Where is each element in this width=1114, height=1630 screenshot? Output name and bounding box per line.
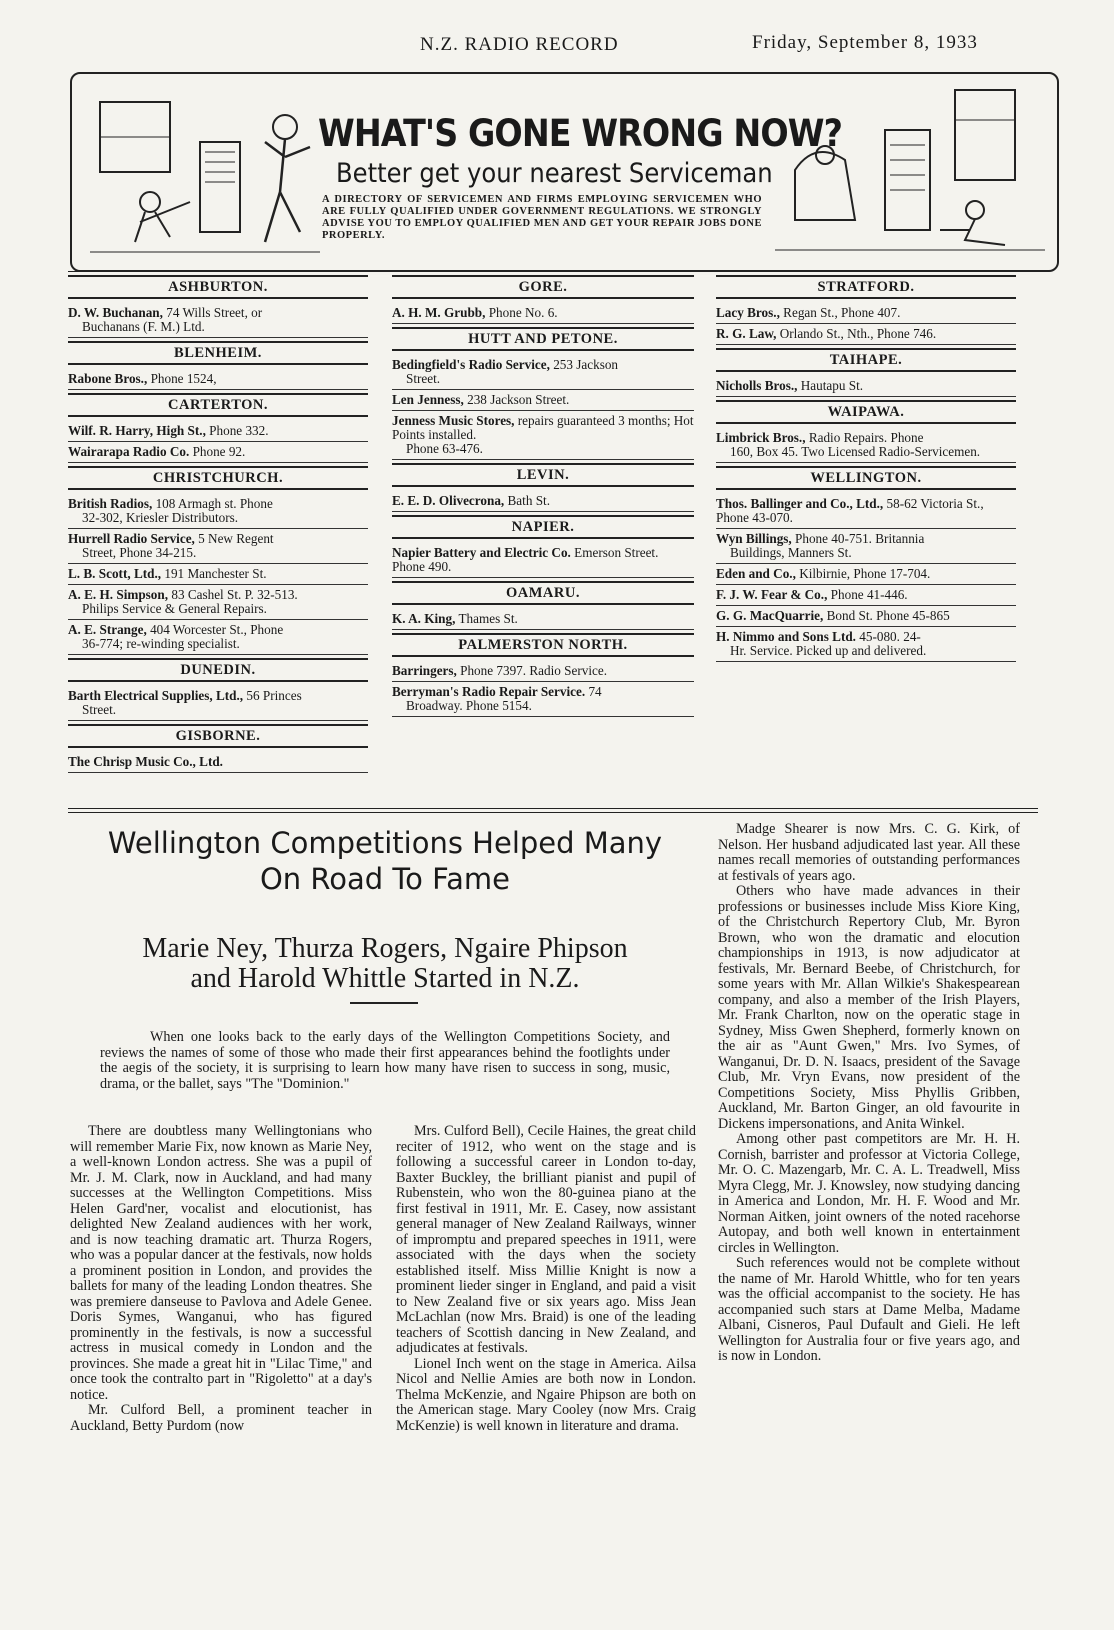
firm-name: The Chrisp Music Co., Ltd. — [68, 754, 223, 769]
firm-details-continued: Street. — [82, 702, 117, 717]
article-paragraph: Madge Shearer is now Mrs. C. G. Kirk, of Nelson. Her husband adjudicated last year. All these names recall memories of outstanding performances at festivals of years ago. — [718, 821, 1020, 884]
article-column-2 — [396, 1124, 696, 1434]
directory-entry — [68, 303, 368, 338]
firm-details-continued: Buildings, Manners St. — [730, 545, 852, 560]
directory-entry — [716, 376, 1016, 397]
article-column-3 — [718, 822, 1020, 1365]
directory-entry — [716, 324, 1016, 345]
subhead-divider — [350, 1002, 418, 1004]
article-intro: When one looks back to the early days of the Wellington Competitions Society, and reviews the names of some of those who made their first appearances behind the footlights under the aegis of the society, it is surprising to learn how many have risen to success in song, music, drama, or the ballet, says "The "Dominion." — [100, 1029, 670, 1092]
firm-details: Phone No. 6. — [488, 305, 558, 320]
firm-details: 74 — [588, 684, 602, 699]
directory-entry — [68, 752, 368, 773]
firm-details-continued: Broadway. Phone 5154. — [406, 698, 532, 713]
directory-entry — [68, 564, 368, 585]
firm-name: Barth Electrical Supplies, Ltd., — [68, 688, 244, 703]
town-heading: WAIPAWA. — [716, 400, 1016, 424]
firm-name: L. B. Scott, Ltd., — [68, 566, 162, 581]
directory-column-2 — [392, 272, 694, 717]
directory-entry — [392, 682, 694, 717]
directory-entry — [716, 585, 1016, 606]
directory-column-1 — [68, 272, 368, 773]
firm-details: 5 New Regent — [198, 531, 274, 546]
firm-name: Len Jenness, — [392, 392, 464, 407]
firm-details-continued: Street. — [406, 371, 441, 386]
firm-details: Hautapu St. — [800, 378, 864, 393]
firm-details-continued: 36-774; re-winding specialist. — [82, 636, 240, 651]
town-heading: DUNEDIN. — [68, 658, 368, 682]
firm-details: Orlando St., Nth., Phone 746. — [779, 326, 937, 341]
firm-details: Regan St., Phone 407. — [783, 305, 901, 320]
directory-entry — [392, 303, 694, 324]
town-heading: ASHBURTON. — [68, 275, 368, 299]
cartoon-serviceman-at-radio-icon — [775, 80, 1045, 260]
firm-details: Radio Repairs. Phone — [808, 430, 924, 445]
directory-entry — [392, 543, 694, 578]
directory-entry — [716, 627, 1016, 662]
firm-details: 45-080. 24- — [859, 629, 921, 644]
directory-entry — [392, 491, 694, 512]
directory-entry — [68, 421, 368, 442]
firm-name: Bedingfield's Radio Service, — [392, 357, 550, 372]
firm-details: Emerson Street. Phone 490. — [392, 545, 659, 574]
town-heading: GISBORNE. — [68, 724, 368, 748]
firm-name: Lacy Bros., — [716, 305, 780, 320]
article-paragraph: Mrs. Culford Bell), Cecile Haines, the great child reciter of 1912, who went on the stage and is following a successful career in London to-day, Baxter Buckley, the brilliant pianist and pupil of Rubenstein, who won the 80-guinea piano at the first festival in 1911, Mr. E. Casey, now assistant general manager of New Zealand Railways, winner of impromptu and prepared speeches in 1911, were associated with the days when the society established itself. Miss Millie Knight is now a prominent lieder singer in England, and paid a visit to New Zealand five or six years ago. Miss Jean McLachlan (now Mrs. Braid) is one of the leading teachers of Scottish dancing in New Zealand, and adjudicates at festivals. — [396, 1123, 696, 1356]
firm-details: Phone 92. — [192, 444, 246, 459]
firm-name: Berryman's Radio Repair Service. — [392, 684, 586, 699]
directory-entry — [68, 686, 368, 721]
article-headline-line-2: On Road To Fame — [259, 862, 511, 896]
directory-entry — [716, 428, 1016, 463]
firm-details-continued: Phone 63-476. — [406, 441, 483, 456]
town-heading: OAMARU. — [392, 581, 694, 605]
directory-column-3 — [716, 272, 1016, 662]
article-headline-line-1: Wellington Competitions Helped Many — [107, 826, 663, 860]
firm-name: Limbrick Bros., — [716, 430, 806, 445]
town-heading: CHRISTCHURCH. — [68, 466, 368, 490]
firm-details-continued: Hr. Service. Picked up and delivered. — [730, 643, 927, 658]
firm-details: Phone 41-446. — [830, 587, 908, 602]
article-subhead-line-1: Marie Ney, Thurza Rogers, Ngaire Phipson — [142, 933, 628, 964]
article-paragraph: Others who have made advances in their professions or businesses include Miss Kiore King, of the Christchurch Repertory Club, Mr. Byron Brown, who won the dramatic and elocution championships in 1913, is now adjudicator at festivals, Mr. Bernard Beebe, of Christchurch, for some years with Mr. Allan Wilkie's Shakespearean company, and also a member of the Irish Players, Mr. Frank Charlton, now on the operatic stage in Sydney, Miss Gwen Shepherd, formerly known on the air as "Aunt Gwen," Mrs. Ivo Symes, of Wanganui, Dr. D. N. Isaacs, president of the Savage Club, Mr. Vryn Evans, now president of the Competitions Society, Miss Phyllis Gribben, Auckland, Mr. Barton Ginger, an old favourite in Dickens impersonations, and Anita Winkel. — [718, 883, 1020, 1132]
article-subhead-line-2: and Harold Whittle Started in N.Z. — [190, 963, 580, 994]
town-heading: GORE. — [392, 275, 694, 299]
directory-entry — [68, 494, 368, 529]
directory-entry — [68, 369, 368, 390]
directory-entry — [392, 411, 694, 460]
article-paragraph: Mr. Culford Bell, a prominent teacher in Auckland, Betty Purdom (now — [70, 1402, 372, 1434]
firm-name: K. A. King, — [392, 611, 456, 626]
firm-name: D. W. Buchanan, — [68, 305, 163, 320]
directory-entry — [392, 661, 694, 682]
article-paragraph: Such references would not be complete without the name of Mr. Harold Whittle, who for ten years was the official accompanist to the society. He has accompanied such stars at Dame Melba, Madame Albani, Cisneros, Paul Dufault and Gieli. He left Wellington for Australia four or five years ago, and is now in London. — [718, 1255, 1020, 1364]
firm-details: 56 Princes — [246, 688, 302, 703]
directory-entry — [68, 529, 368, 564]
directory-entry — [68, 620, 368, 655]
firm-details: repairs guaranteed 3 months; Hot Points installed. — [392, 413, 694, 442]
firm-details: 253 Jackson — [553, 357, 619, 372]
town-heading: PALMERSTON NORTH. — [392, 633, 694, 657]
directory-entry — [716, 606, 1016, 627]
firm-details-continued: Buchanans (F. M.) Ltd. — [82, 319, 205, 334]
firm-details: Kilbirnie, Phone 17-704. — [799, 566, 931, 581]
town-heading: BLENHEIM. — [68, 341, 368, 365]
firm-name: Napier Battery and Electric Co. — [392, 545, 571, 560]
firm-name: Wyn Billings, — [716, 531, 792, 546]
directory-entry — [392, 390, 694, 411]
banner-notice: A DIRECTORY OF SERVICEMEN AND FIRMS EMPLOYING SERVICEMEN WHO ARE FULLY QUALIFIED UNDER GOVERNMENT REGULATIONS. WE STRONGLY ADVISE YOU TO EMPLOY QUALIFIED MEN AND GET YOUR REPAIR JOBS DONE PROPERLY. — [322, 194, 762, 241]
directory-entry — [716, 303, 1016, 324]
firm-details: Phone 1524, — [150, 371, 217, 386]
article-column-1 — [70, 1124, 372, 1434]
firm-name: A. E. H. Simpson, — [68, 587, 169, 602]
firm-name: H. Nimmo and Sons Ltd. — [716, 629, 856, 644]
firm-name: G. G. MacQuarrie, — [716, 608, 824, 623]
town-heading: NAPIER. — [392, 515, 694, 539]
firm-name: Barringers, — [392, 663, 457, 678]
directory-entry — [716, 529, 1016, 564]
firm-name: Jenness Music Stores, — [392, 413, 515, 428]
directory-bottom-rule — [68, 808, 1038, 813]
firm-name: British Radios, — [68, 496, 153, 511]
firm-details: 74 Wills Street, or — [166, 305, 263, 320]
firm-name: Nicholls Bros., — [716, 378, 798, 393]
directory-entry — [716, 494, 1016, 529]
cartoon-man-repairing-radio-icon — [90, 82, 320, 262]
firm-details: 238 Jackson Street. — [467, 392, 570, 407]
firm-details-continued: Philips Service & General Repairs. — [82, 601, 267, 616]
town-heading: WELLINGTON. — [716, 466, 1016, 490]
firm-name: Thos. Ballinger and Co., Ltd., — [716, 496, 884, 511]
firm-name: Eden and Co., — [716, 566, 796, 581]
directory-entry — [392, 609, 694, 630]
directory-entry — [716, 564, 1016, 585]
firm-name: Rabone Bros., — [68, 371, 148, 386]
firm-name: R. G. Law, — [716, 326, 777, 341]
firm-details: 108 Armagh st. Phone — [155, 496, 273, 511]
firm-name: A. H. M. Grubb, — [392, 305, 486, 320]
firm-name: F. J. W. Fear & Co., — [716, 587, 828, 602]
town-heading: CARTERTON. — [68, 393, 368, 417]
firm-details: Phone 332. — [209, 423, 269, 438]
firm-details-continued: Street, Phone 34-215. — [82, 545, 197, 560]
directory-entry — [68, 442, 368, 463]
publication-title: N.Z. RADIO RECORD — [420, 34, 619, 55]
firm-name: A. E. Strange, — [68, 622, 147, 637]
town-heading: STRATFORD. — [716, 275, 1016, 299]
article-paragraph: Lionel Inch went on the stage in America. Ailsa Nicol and Nellie Amies are both now in London. Thelma McKenzie, and Ngaire Phipson are both on the American stage. Mary Cooley (now Mrs. Craig McKenzie) is well known in literature and drama. — [396, 1355, 696, 1434]
firm-name: Wairarapa Radio Co. — [68, 444, 190, 459]
firm-details: Phone 7397. Radio Service. — [460, 663, 607, 678]
firm-details-continued: 32-302, Kriesler Distributors. — [82, 510, 239, 525]
directory-entry — [392, 355, 694, 390]
firm-name: E. E. D. Olivecrona, — [392, 493, 505, 508]
firm-details: Phone 40-751. Britannia — [795, 531, 925, 546]
firm-name: Wilf. R. Harry, High St., — [68, 423, 206, 438]
firm-details: 58-62 Victoria St., Phone 43-070. — [716, 496, 984, 525]
firm-details: 191 Manchester St. — [164, 566, 267, 581]
firm-details: 83 Cashel St. P. 32-513. — [171, 587, 298, 602]
issue-date: Friday, September 8, 1933 — [752, 32, 978, 53]
directory-entry — [68, 585, 368, 620]
banner-subtitle: Better get your nearest Serviceman — [336, 158, 773, 189]
firm-name: Hurrell Radio Service, — [68, 531, 195, 546]
town-heading: LEVIN. — [392, 463, 694, 487]
firm-details: Bond St. Phone 45-865 — [826, 608, 950, 623]
firm-details: Bath St. — [507, 493, 551, 508]
firm-details: Thames St. — [458, 611, 518, 626]
firm-details-continued: 160, Box 45. Two Licensed Radio-Servicemen. — [730, 444, 981, 459]
banner-title: WHAT'S GONE WRONG NOW? — [318, 112, 843, 155]
article-paragraph: There are doubtless many Wellingtonians who will remember Marie Fix, now known as Marie Ney, a well-known London actress. She was a pupil of Mr. J. M. Clark, now in Auckland, and had many successes at the Wellington Competitions. Miss Helen Gard'ner, vocalist and elocutionist, has delighted New Zealand audiences with her work, and is now teaching dramatic art. Thurza Rogers, who was a popular dancer at the festivals, now holds a prominent position in London, and provides the ballets for many of the leading London theatres. She was premiere danseuse to Pavlova and Adele Genee. Doris Symes, Wanganui, who has figured prominently in the festivals, is now a successful actress in musical comedy in London and the provinces. She made a great hit in "Lilac Time," and once took the contralto part in "Rigoletto" at a day's notice. — [70, 1123, 372, 1403]
firm-details: 404 Worcester St., Phone — [150, 622, 284, 637]
town-heading: TAIHAPE. — [716, 348, 1016, 372]
town-heading: HUTT AND PETONE. — [392, 327, 694, 351]
article-paragraph: Among other past competitors are Mr. H. H. Cornish, barrister and professor at Victoria College, Mr. O. C. Mazengarb, Mr. C. A. L. Treadwell, Miss Myra Clegg, Mr. J. Knowsley, now studying dancing in America and London, Mr. H. F. Wood and Mr. Norman Aitken, joint owners of the noted racehorse Autopay, and both well known in entertainment circles in Wellington. — [718, 1131, 1020, 1256]
